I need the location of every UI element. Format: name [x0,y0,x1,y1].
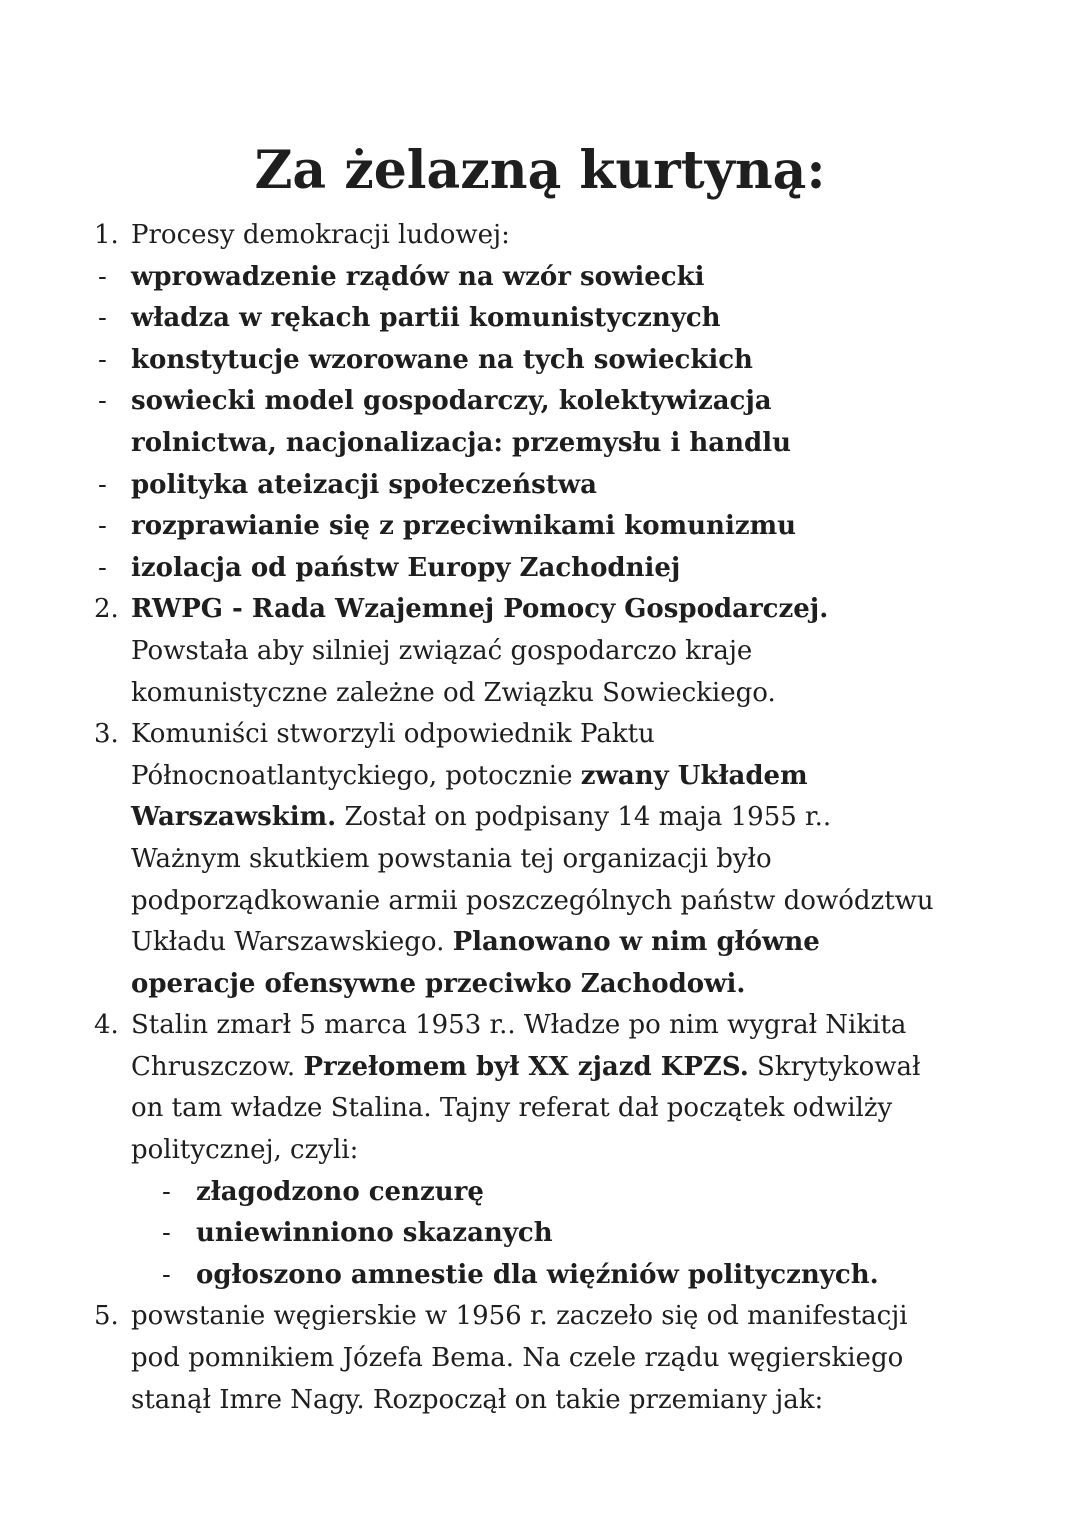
dash-marker: - [98,511,107,542]
bullet-text: sowiecki model gospodarczy, kolektywizacja rolnictwa, nacjonalizacja: przemysłu i handlu [131,386,791,458]
dash-marker: - [162,1218,171,1249]
bullet-text: władza w rękach partii komunistycznych [131,303,721,334]
item-text: powstanie węgierskie w 1956 r. zaczeło się od manifestacji pod pomnikiem Józefa Bema. Na czele rządu węgierskiego stanął Imre Nagy. Rozpoczął on takie przemiany jak: [131,1301,908,1415]
bullet-text: izolacja od państw Europy Zachodniej [131,552,681,583]
list-item-2 [0,589,1080,714]
item-bold-text: Przełomem był XX zjazd KPZS. [303,1051,749,1082]
item-number: 4. [94,1010,119,1041]
item-number: 2. [94,594,119,625]
item-number: 5. [94,1301,119,1332]
dash-marker: - [98,344,107,375]
bullet-item [0,381,1080,464]
list-item-4 [0,1005,1080,1171]
bullet-text: rozprawianie się z przeciwnikami komunizmu [131,511,797,542]
list-item-3 [0,714,1080,1005]
item-bold-text: Planowano w nim główne operacje ofensywne przeciwko Zachodowi. [131,927,820,999]
bullet-text: uniewinniono skazanych [196,1218,553,1249]
bullet-item [0,257,1080,299]
dash-marker: - [98,386,107,417]
content-list [0,215,1080,1421]
bullet-item [0,506,1080,548]
list-item-1 [0,215,1080,257]
dash-marker: - [98,469,107,500]
bullet-text: ogłoszono amnestie dla więźniów politycznych. [196,1259,879,1290]
bullet-text: złagodzono cenzurę [196,1176,484,1207]
item-text: Powstała aby silniej związać gospodarczo kraje komunistyczne zależne od Związku Sowieckiego. [131,635,776,708]
item-bold-text: RWPG - Rada Wzajemnej Pomocy Gospodarczej. [131,594,829,625]
sub-bullet-item [0,1172,1080,1214]
sub-bullet-item [0,1213,1080,1255]
sub-bullet-item [0,1255,1080,1297]
bullet-item [0,298,1080,340]
bullet-item [0,340,1080,382]
bullet-text: konstytucje wzorowane na tych sowieckich [131,344,753,375]
page-title: Za żelazną kurtyną: [254,140,826,201]
dash-marker: - [162,1259,171,1290]
list-item-5 [0,1296,1080,1421]
item-number: 1. [94,220,119,250]
item-text: Skrytykował on tam władze Stalina. Tajny referat dał początek odwilży politycznej, czyli: [131,1051,921,1166]
bullet-item [0,548,1080,590]
dash-marker: - [98,261,107,292]
dash-marker: - [98,552,107,583]
item-text: Został on podpisany 14 maja 1955 r.. Ważnym skutkiem powstania tej organizacji było podporządkowanie armii poszczególnych państw dowództwu Układu Warszawskiego. [131,802,934,958]
bullet-text: polityka ateizacji społeczeństwa [131,469,597,500]
item-text: Stalin zmarł 5 marca 1953 r.. Władze po nim wygrał Nikita Chruszczow. [131,1010,907,1082]
item-text: Procesy demokracji ludowej: [131,220,510,250]
bullet-text: wprowadzenie rządów na wzór sowiecki [131,261,705,292]
item-number: 3. [94,719,119,750]
item-text: Komuniści stworzyli odpowiednik Paktu Północnoatlantyckiego, potocznie [131,719,655,791]
bullet-item [0,465,1080,507]
dash-marker: - [162,1176,171,1207]
item-bold-text: zwany Układem Warszawskim. [131,760,808,833]
dash-marker: - [98,303,107,334]
